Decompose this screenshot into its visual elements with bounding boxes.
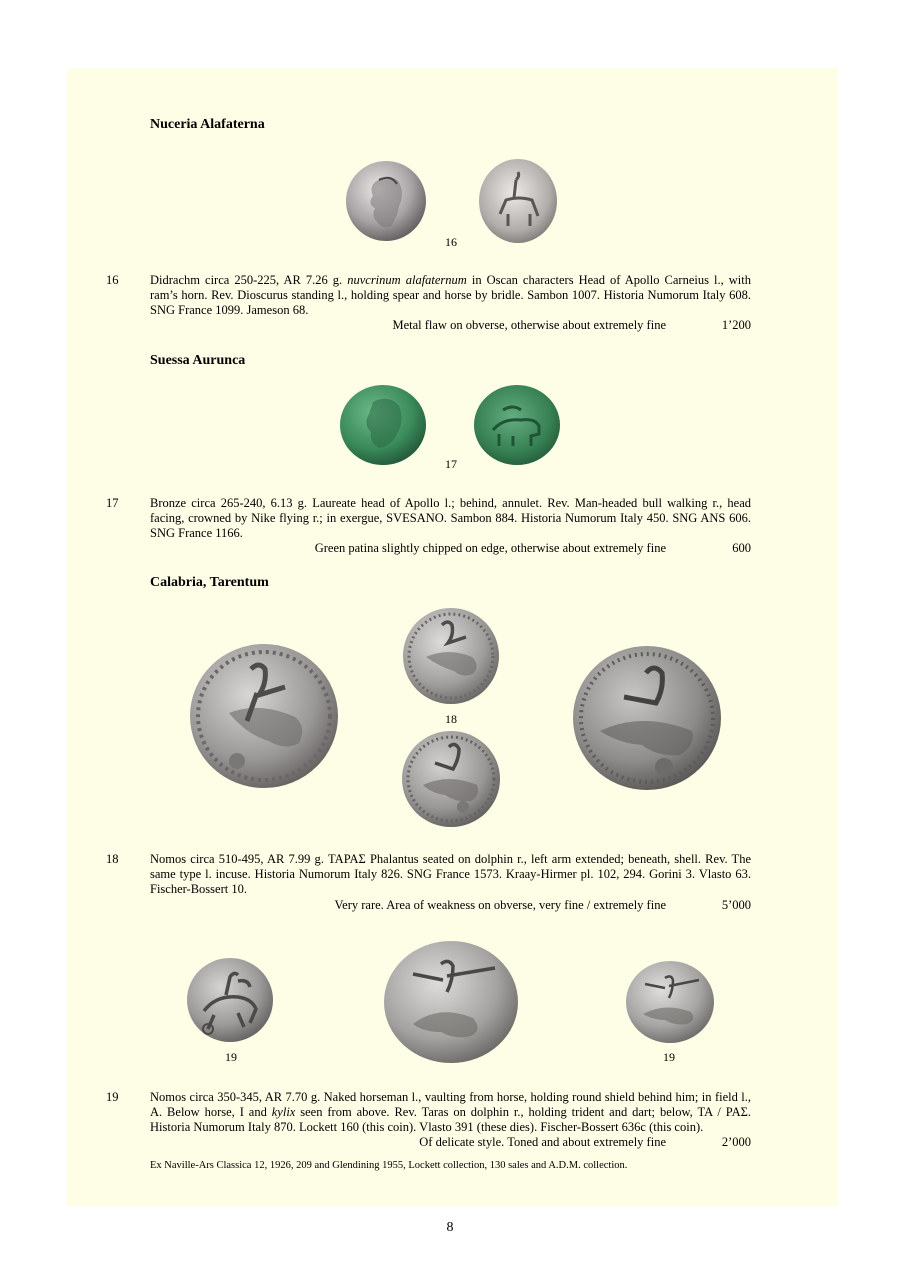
lot-17-condition: Green patina slightly chipped on edge, otherwise about extremely fine bbox=[314, 541, 666, 555]
lot-19-price: 2’000 bbox=[671, 1135, 751, 1150]
lot-19-image-caption-right: 19 bbox=[663, 1050, 675, 1064]
lot-17-price: 600 bbox=[732, 541, 751, 555]
coin-18-enlarged-obverse-image bbox=[189, 643, 339, 789]
coin-16-obverse-image bbox=[345, 160, 427, 242]
lot-18-image-caption: 18 bbox=[445, 712, 457, 726]
coin-18-reverse-image bbox=[401, 729, 501, 829]
coin-17-reverse-image bbox=[473, 384, 561, 466]
coin-17-obverse-image bbox=[339, 384, 427, 466]
lot-18-number: 18 bbox=[106, 852, 119, 866]
lot-19-condition: Of delicate style. Toned and about extremely fine bbox=[360, 1135, 666, 1150]
coin-18-enlarged-reverse-image bbox=[572, 645, 722, 791]
lot-17-description: Bronze circa 265-240, 6.13 g. Laureate head of Apollo l.; behind, annulet. Rev. Man-headed bull walking r., head facing, crowned by Nike flying r.; in exergue, SVESANO. Sambon 884. Historia Numorum Italy 450. SNG ANS 606. SNG France 1166. bbox=[150, 496, 751, 540]
lot-19-provenance-note: Ex Naville-Ars Classica 12, 1926, 209 and Glendining 1955, Lockett collection, 130 sales and A.D.M. collection. bbox=[150, 1160, 628, 1171]
lot-18-price: 5’000 bbox=[721, 898, 751, 912]
page-number: 8 bbox=[446, 1220, 454, 1235]
coin-16-reverse-image bbox=[478, 158, 558, 244]
lot-18-description: Nomos circa 510-495, AR 7.99 g. ΤΑΡΑΣ Phalantus seated on dolphin r., left arm extended; beneath, shell. Rev. The same type l. incuse. Historia Numorum Italy 826. SNG France 1573. Kraay-Hirmer pl. 102, 294. Gorini 3. Vlasto 63. Fischer-Bossert 10. bbox=[150, 852, 751, 896]
coin-19-reverse-image bbox=[625, 960, 715, 1044]
section-title-suessa: Suessa Aurunca bbox=[150, 353, 246, 368]
lot-16-description: Didrachm circa 250-225, AR 7.26 g. nuvcrinum alafaternum in Oscan characters Head of Apollo Carneius l., with ram’s horn. Rev. Dioscurus standing l., holding spear and horse by bridle. Sambon 1007. Historia Numorum Italy 608. SNG France 1099. Jameson 68. bbox=[150, 273, 751, 317]
lot-19-description: Nomos circa 350-345, AR 7.70 g. Naked horseman l., vaulting from horse, holding round shield behind him; in field l., A. Below horse, I and kylix seen from above. Rev. Taras on dolphin r., holding trident and dart; below, TA / ΡΑΣ. Historia Numorum Italy 870. Lockett 160 (this coin). Vlasto 391 (these dies). Fischer-Bossert 636c (this coin). bbox=[150, 1090, 751, 1134]
lot-16-number: 16 bbox=[106, 273, 119, 287]
lot-17-number: 17 bbox=[106, 496, 119, 510]
lot-16-image-caption: 16 bbox=[445, 235, 457, 249]
coin-19-enlarged-reverse-image bbox=[383, 940, 519, 1064]
coin-18-obverse-image bbox=[402, 607, 500, 705]
lot-17-image-caption: 17 bbox=[445, 457, 457, 471]
lot-18-condition: Very rare. Area of weakness on obverse, very fine / extremely fine bbox=[334, 898, 666, 912]
section-title-nuceria: Nuceria Alafaterna bbox=[150, 117, 265, 132]
lot-19-image-caption-left: 19 bbox=[225, 1050, 237, 1064]
lot-19-number: 19 bbox=[106, 1090, 119, 1104]
lot-16-price: 1’200 bbox=[721, 318, 751, 332]
lot-16-condition: Metal flaw on obverse, otherwise about extremely fine bbox=[392, 318, 666, 332]
section-title-calabria-tarentum: Calabria, Tarentum bbox=[150, 575, 269, 590]
coin-19-obverse-image bbox=[186, 957, 274, 1043]
